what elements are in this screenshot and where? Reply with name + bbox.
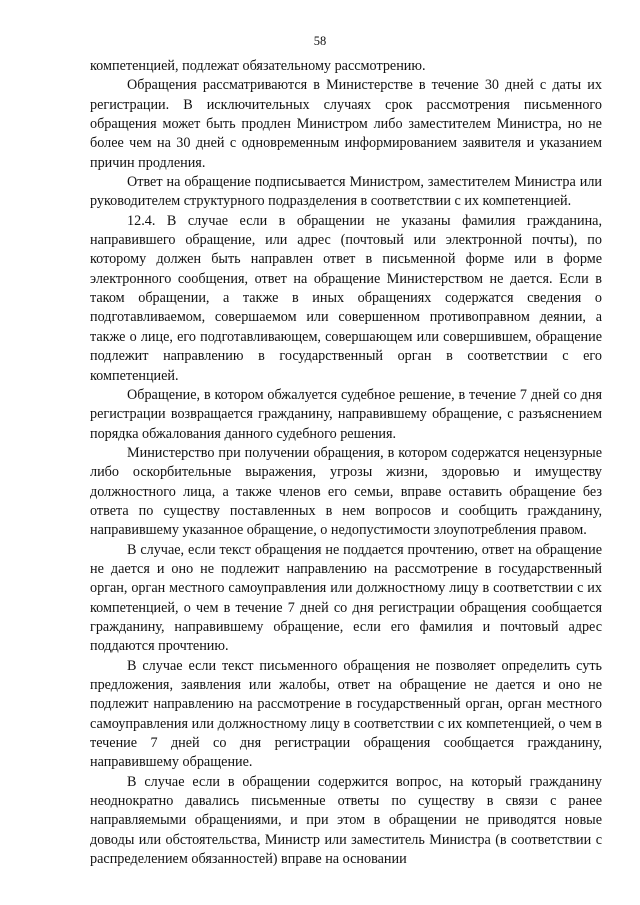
paragraph: Ответ на обращение подписывается Министром, заместителем Министра или руководителем структурного подразделения в соответствии с их компетенцией. <box>90 174 602 210</box>
paragraph: В случае если в обращении содержится вопрос, на который гражданину неоднократно давались письменные ответы по существу в связи с ранее направляемыми обращениями, и при этом в обращении не приводятся новые доводы или обстоятельства, Министр или заместитель Министра (в соответствии с распределением обязанностей) вправе на основании <box>90 773 602 868</box>
page-number: 58 <box>313 34 327 48</box>
paragraph: компетенцией, подлежат обязательному рассмотрению. <box>90 58 426 74</box>
document-body <box>90 57 602 869</box>
paragraph: Министерство при получении обращения, в котором содержатся нецензурные либо оскорбительные выражения, угрозы жизни, здоровью и имуществу должностного лица, а также членов его семьи, вправе оставить обращение без ответа по существу поставленных в нем вопросов и сообщить гражданину, направившему указанное обращение, о недопустимости злоупотребления правом. <box>90 444 602 539</box>
paragraph: В случае если текст письменного обращения не позволяет определить суть предложения, заявления или жалобы, ответ на обращение не дается и оно не подлежит направлению на рассмотрение в государственный орган, орган местного самоуправления или должностному лицу в соответствии с их компетенцией, о чем в течение 7 дней со дня регистрации обращения сообщается гражданину, направившему обращение. <box>90 657 602 771</box>
paragraph: Обращения рассматриваются в Министерстве в течение 30 дней с даты их регистрации. В исключительных случаях срок рассмотрения письменного обращения может быть продлен Министром либо заместителем Министра, но не более чем на 30 дней с одновременным информированием заявителя и указанием причин продления. <box>90 77 602 171</box>
paragraph: 12.4. В случае если в обращении не указаны фамилия гражданина, направившего обращение, или адрес (почтовый или электронной почты), по которому должен быть направлен ответ в письменной форме или в форме электронного сообщения, ответ на обращение Министерством не дается. Если в таком обращении, а также в иных обращениях содержатся сведения о подготавливаемом, совершаемом или совершенном противоправном деянии, а также о лице, его подготавливающем, совершающем или совершившем, обращение подлежит направлению в государственный орган в соответствии с его компетенцией. <box>90 212 602 384</box>
paragraph: Обращение, в котором обжалуется судебное решение, в течение 7 дней со дня регистрации возвращается гражданину, направившему обращение, с разъяснением порядка обжалования данного судебного решения. <box>90 386 602 442</box>
paragraph: В случае, если текст обращения не поддается прочтению, ответ на обращение не дается и оно не подлежит направлению на рассмотрение в государственный орган, орган местного самоуправления или должностному лицу в соответствии с их компетенцией, о чем в течение 7 дней со дня регистрации обращения сообщается гражданину, направившему обращение, если его фамилия и почтовый адрес поддаются прочтению. <box>90 541 602 655</box>
